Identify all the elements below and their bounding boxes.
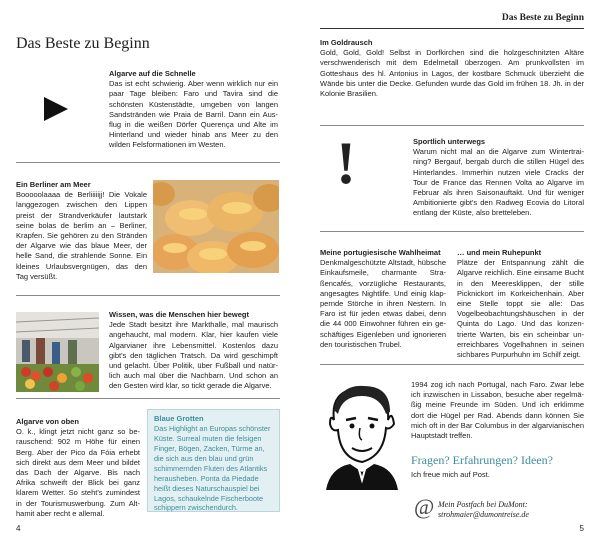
at-icon: @ xyxy=(414,494,435,519)
divider xyxy=(320,231,584,232)
market-section xyxy=(109,310,278,392)
wahlheimat-body: Denkmalgeschützte Altstadt, hübsche Einkaufsmeile, charmante Straßencafés, vorzügliche Restaurants, angesagtes Nightlife. Und einig klappernde Störche in ihren Nestern. In Faro ist für jeden etwas dabei, denn die 44 000 Einwohner führen ein geschäftiges Eigenleben und ignorieren den touristischen Trubel. xyxy=(320,258,446,349)
page-number-left: 4 xyxy=(16,524,21,533)
play-triangle-icon xyxy=(44,97,68,121)
divider xyxy=(320,125,584,126)
author-portrait xyxy=(320,380,402,490)
market-body: Jede Stadt besitzt ihre Markthalle, mal maurisch angehaucht, mal modern. Klar, hier kaufen viele Algarvianer ihre Lebensmittel. Kostenlos dazu gibt's den täglichen Tratsch. Da wird geschimpft und gelacht. Über Politik, über Fußball und natürlich auch mal über die Nachbarn. Und schon an den Gesten wird klar, so tickt gerade die Algarve. xyxy=(109,320,278,391)
exclamation-icon: ! xyxy=(336,130,356,196)
algarve-title: Algarve auf die Schnelle xyxy=(109,69,196,78)
header-rule xyxy=(320,28,584,29)
goldrausch-title: Im Goldrausch xyxy=(320,38,373,47)
oben-body: O. k., klingt jetzt nicht ganz so berauschend: 902 m Höhe für einen Berg. Aber der Pico da Fóia erhebt sich direkt aus dem Meer und bildet das Dach der Algarve. Bis nach Afrika schweift der Blick bei ganz klarem Wetter. So steht's zumindest in der Tourismuswerbung. Zum Althamit aber recht e allemal. xyxy=(16,427,140,518)
berliner-title: Ein Berliner am Meer xyxy=(16,180,91,189)
divider xyxy=(16,295,280,296)
berliner-section xyxy=(16,180,147,282)
divider xyxy=(16,398,280,399)
divider xyxy=(16,162,280,163)
ruhepunkt-section xyxy=(457,248,584,360)
algarve-section xyxy=(109,69,278,151)
mailbox-label: Mein Postfach bei DuMont: xyxy=(438,500,528,509)
email-link[interactable]: strohmaier@dumontreise.de xyxy=(438,510,529,519)
author-section xyxy=(411,380,584,441)
market-title: Wissen, was die Menschen hier bewegt xyxy=(109,310,249,319)
berliner-body: Booooolaaaa de Berliiiiijj! Die Vokale langgezogen zwischen den Lippen preist der Strandverkäufer lautstark seine bolas de berlim an – Berliner, Krapfen. Sie gehören zu den Stränden der Algarve wie das blaue Meer, der helle Sand, die strahlende Sonne. Ein kleines Urlaubsvergnügen, das den Tag versüßt. xyxy=(16,190,147,281)
page-title: Das Beste zu Beginn xyxy=(16,35,150,52)
wahlheimat-title: Meine portugiesische Wahlheimat xyxy=(320,248,441,257)
divider xyxy=(320,364,584,365)
wahlheimat-section xyxy=(320,248,446,350)
market-photo xyxy=(16,312,99,392)
grotten-body: Das Highlight an Europas schönster Küste. Surreal muten die felsigen Finger, Bögen, Zacken, Türme an, die sich aus den blau und grün schimmernden Fluten des Atlantiks herausheben. Ponta da Piedade heißt dieses Naturschauspiel bei Lagos, schaukelnde Fischerboote schippern zwischendurch. xyxy=(154,424,271,513)
author-body: 1994 zog ich nach Portugal, nach Faro. Zwar lebe ich inzwischen in Lissabon, besuche aber regelmäßig meine Freunde im Süden. Und ich erklimme dort die Hügel per Rad. Abends dann können Sie mich oft in der Bar Columbus in der algarvianischen Hauptstadt treffen. xyxy=(411,380,584,441)
goldrausch-section xyxy=(320,38,584,99)
contact-question: Fragen? Erfahrungen? Ideen? xyxy=(411,453,553,467)
oben-section xyxy=(16,417,140,519)
running-head: Das Beste zu Beginn xyxy=(501,13,584,23)
mailbox-block xyxy=(438,500,529,520)
oben-title: Algarve von oben xyxy=(16,417,79,426)
sport-section xyxy=(413,137,584,219)
sport-body: Warum nicht mal an die Algarve zum Wintertraining? Bergauf, bergab durch die stillen Hügel des Hinterlandes. Immerhin nutzen viele Cracks der Tour de France das Rennen Volta ao Algarve im Februar als ihren Saisonauftakt. Und für weniger Ambitionierte gibt's den Radweg Ecovia do Litoral entlang der Küste, also bretteleben. xyxy=(413,147,584,218)
goldrausch-body: Gold, Gold, Gold! Selbst in Dorfkirchen sind die holzgeschnitzten Altäre verschwenderisch mit dem Edelmetall überzogen. Am prunkvollsten im Gotteshaus des hl. Antonius in Lagos, der kostbare Schmuck überzieht die Wände bis unter die Decke. Gefunden wurde das Gold im frühen 18. Jh. in der Kolonie Brasilien. xyxy=(320,48,584,99)
grotten-box xyxy=(147,409,280,512)
sport-title: Sportlich unterwegs xyxy=(413,137,486,146)
ruhepunkt-body: Plätze der Entspannung zählt die Algarve reichlich. Eine einsame Bucht in den Meeresklippen, der stille Picknickort im Korkeichenhain. Aber eine Stelle toppt sie alle: Das Vogelbeobachtungshäuschen in der Quinta do Lago. Und das konzentrierte Warten, bis ein scheinbar unerreichbares Vogelhahnen in seinen sichbares Purpurhuhn im Schilf zeigt. xyxy=(457,258,584,360)
algarve-body: Das ist echt schwierig. Aber wenn wirklich nur ein paar Tage bleiben: Faro und Tavira sind die schönsten Küstenstädte, umgeben von langen Sandstränden wie Praia de Barril. Dann ein Ausflug in die weißen Dörfer Querença und Alte im Hinterland und wieder hinab ans Meer zu den wilden Felsformationen im Westen. xyxy=(109,79,278,150)
bolas-de-berlim-photo xyxy=(153,180,279,273)
ruhepunkt-title: … und mein Ruhepunkt xyxy=(457,248,542,257)
grotten-title: Blaue Grotten xyxy=(154,414,204,423)
page-number-right: 5 xyxy=(579,524,584,533)
contact-note: Ich freue mich auf Post. xyxy=(411,470,490,479)
